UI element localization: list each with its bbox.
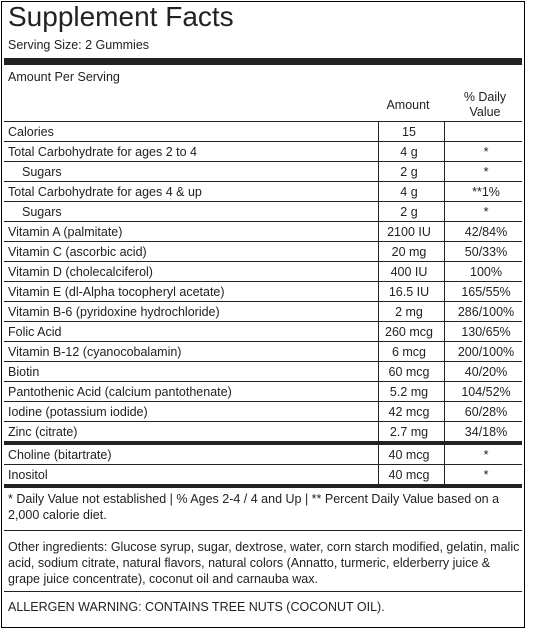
nutrient-amount: 400 IU xyxy=(390,265,428,279)
column-divider xyxy=(444,182,445,202)
row-divider xyxy=(4,281,522,282)
column-divider xyxy=(444,362,445,382)
nutrient-name: Vitamin C (ascorbic acid) xyxy=(8,245,147,259)
panel-title: Supplement Facts xyxy=(8,1,234,32)
column-divider xyxy=(444,122,445,142)
row-divider xyxy=(4,361,522,362)
table-row xyxy=(4,445,522,465)
column-divider xyxy=(444,142,445,162)
row-divider xyxy=(4,121,522,122)
nutrient-name: Pantothenic Acid (calcium pantothenate) xyxy=(8,385,232,399)
table-row xyxy=(4,142,522,162)
footnote: * Daily Value not established | % Ages 2-4 / 4 and Up | ** Percent Daily Value based on a 2,000 calorie diet. xyxy=(8,492,500,522)
column-divider xyxy=(378,202,379,222)
column-divider xyxy=(444,302,445,322)
column-divider xyxy=(444,402,445,422)
nutrient-daily-value: 104/52% xyxy=(461,385,511,399)
nutrient-daily-value: 40/20% xyxy=(464,365,508,379)
table-row xyxy=(4,362,522,382)
thick-divider-top xyxy=(4,58,522,65)
serving-size: Serving Size: 2 Gummies xyxy=(8,38,150,52)
row-divider xyxy=(4,181,522,182)
column-divider xyxy=(378,222,379,242)
nutrient-amount: 60 mcg xyxy=(388,365,430,379)
column-divider xyxy=(444,342,445,362)
table-row xyxy=(4,302,522,322)
nutrient-daily-value: 100% xyxy=(470,265,502,279)
nutrient-daily-value: 130/65% xyxy=(461,325,511,339)
column-divider xyxy=(378,182,379,202)
column-divider xyxy=(444,202,445,222)
nutrient-amount: 2 g xyxy=(400,205,418,219)
row-divider xyxy=(4,301,522,302)
amount-per-serving-label: Amount Per Serving xyxy=(8,70,120,84)
nutrient-daily-value: * xyxy=(483,448,489,462)
row-divider xyxy=(4,441,522,445)
nutrient-name: Biotin xyxy=(8,365,40,379)
nutrient-amount: 40 mcg xyxy=(388,448,430,462)
nutrient-name: Vitamin D (cholecalciferol) xyxy=(8,265,153,279)
divider-ingredients xyxy=(4,591,522,592)
column-divider xyxy=(444,262,445,282)
column-divider xyxy=(378,142,379,162)
column-divider xyxy=(378,162,379,182)
nutrient-amount: 2100 IU xyxy=(387,225,431,239)
nutrient-amount: 15 xyxy=(402,125,416,139)
nutrient-amount: 6 mcg xyxy=(391,345,427,359)
table-row xyxy=(4,222,522,242)
nutrient-amount: 5.2 mg xyxy=(389,385,429,399)
column-divider xyxy=(378,282,379,302)
column-divider xyxy=(444,422,445,442)
column-divider xyxy=(444,322,445,342)
row-divider xyxy=(4,141,522,142)
column-divider xyxy=(378,402,379,422)
nutrient-name: Calories xyxy=(8,125,54,139)
nutrient-daily-value: 286/100% xyxy=(457,305,515,319)
nutrient-amount: 4 g xyxy=(400,145,418,159)
column-divider xyxy=(444,282,445,302)
nutrient-daily-value: **1% xyxy=(472,185,500,199)
row-divider xyxy=(4,381,522,382)
row-divider xyxy=(4,421,522,422)
row-divider xyxy=(4,221,522,222)
other-ingredients: Other ingredients: Glucose syrup, sugar, dextrose, water, corn starch modified, gelatin, malic acid, sodium citrate, natural flavors, natural colors (Annatto, turmeric, elderberry juice & grape juice concentrate), coconut oil and carnauba wax. xyxy=(8,540,520,586)
column-divider xyxy=(378,302,379,322)
table-row xyxy=(4,262,522,282)
column-divider xyxy=(378,122,379,142)
nutrient-name: Vitamin E (dl-Alpha tocopheryl acetate) xyxy=(8,285,225,299)
allergen-warning: ALLERGEN WARNING: CONTAINS TREE NUTS (COCONUT OIL). xyxy=(8,600,385,614)
nutrient-daily-value: * xyxy=(483,165,489,179)
nutrient-daily-value: 165/55% xyxy=(461,285,511,299)
column-divider xyxy=(378,445,379,465)
row-divider xyxy=(4,484,522,488)
row-divider xyxy=(4,341,522,342)
table-row xyxy=(4,162,522,182)
table-row xyxy=(4,282,522,302)
nutrient-name: Total Carbohydrate for ages 2 to 4 xyxy=(8,145,198,159)
nutrient-name: Vitamin A (palmitate) xyxy=(8,225,123,239)
nutrient-name: Zinc (citrate) xyxy=(8,425,78,439)
column-divider xyxy=(378,242,379,262)
column-header-amount: Amount xyxy=(386,98,430,112)
nutrient-name: Sugars xyxy=(22,205,62,219)
nutrient-amount: 260 mcg xyxy=(385,325,433,339)
nutrient-name: Vitamin B-6 (pyridoxine hydrochloride) xyxy=(8,305,220,319)
nutrient-amount: 16.5 IU xyxy=(388,285,430,299)
column-divider xyxy=(378,422,379,442)
divider-footnote xyxy=(4,530,522,531)
row-divider xyxy=(4,464,522,465)
nutrient-daily-value: * xyxy=(483,205,489,219)
table-row xyxy=(4,122,522,142)
nutrient-daily-value: 200/100% xyxy=(457,345,515,359)
column-divider xyxy=(378,322,379,342)
column-divider xyxy=(444,162,445,182)
nutrient-amount: 20 mg xyxy=(391,245,427,259)
column-divider xyxy=(444,465,445,485)
column-divider xyxy=(378,262,379,282)
column-header-daily-value xyxy=(445,90,525,119)
table-row xyxy=(4,402,522,422)
nutrient-name: Sugars xyxy=(22,165,62,179)
nutrient-daily-value: 60/28% xyxy=(464,405,508,419)
row-divider xyxy=(4,201,522,202)
nutrient-amount: 42 mcg xyxy=(388,405,430,419)
table-row xyxy=(4,182,522,202)
nutrient-daily-value: * xyxy=(483,145,489,159)
row-divider xyxy=(4,321,522,322)
nutrient-amount: 2 mg xyxy=(395,305,423,319)
table-row xyxy=(4,382,522,402)
table-row xyxy=(4,465,522,485)
nutrient-name: Folic Acid xyxy=(8,325,62,339)
nutrient-amount: 4 g xyxy=(400,185,418,199)
nutrient-daily-value: 42/84% xyxy=(464,225,508,239)
nutrient-amount: 2.7 mg xyxy=(389,425,429,439)
nutrient-daily-value: 34/18% xyxy=(464,425,508,439)
nutrient-amount: 2 g xyxy=(400,165,418,179)
column-divider xyxy=(378,382,379,402)
table-row xyxy=(4,322,522,342)
nutrient-name: Choline (bitartrate) xyxy=(8,448,112,462)
column-divider xyxy=(444,445,445,465)
supplement-facts-panel xyxy=(1,1,525,628)
column-divider xyxy=(444,382,445,402)
row-divider xyxy=(4,241,522,242)
column-divider xyxy=(444,242,445,262)
row-divider xyxy=(4,161,522,162)
column-header-dv-line1: % Daily xyxy=(463,90,507,104)
row-divider xyxy=(4,261,522,262)
nutrient-name: Vitamin B-12 (cyanocobalamin) xyxy=(8,345,182,359)
column-divider xyxy=(378,362,379,382)
column-divider xyxy=(378,465,379,485)
nutrient-daily-value: 50/33% xyxy=(464,245,508,259)
table-row xyxy=(4,422,522,442)
nutrient-name: Inositol xyxy=(8,468,48,482)
row-divider xyxy=(4,401,522,402)
nutrient-name: Iodine (potassium iodide) xyxy=(8,405,148,419)
table-row xyxy=(4,202,522,222)
column-divider xyxy=(378,342,379,362)
nutrient-daily-value: * xyxy=(483,468,489,482)
table-row xyxy=(4,242,522,262)
table-row xyxy=(4,342,522,362)
column-header-dv-line2: Value xyxy=(469,104,501,119)
column-divider xyxy=(444,222,445,242)
nutrient-name: Total Carbohydrate for ages 4 & up xyxy=(8,185,202,199)
nutrient-amount: 40 mcg xyxy=(388,468,430,482)
